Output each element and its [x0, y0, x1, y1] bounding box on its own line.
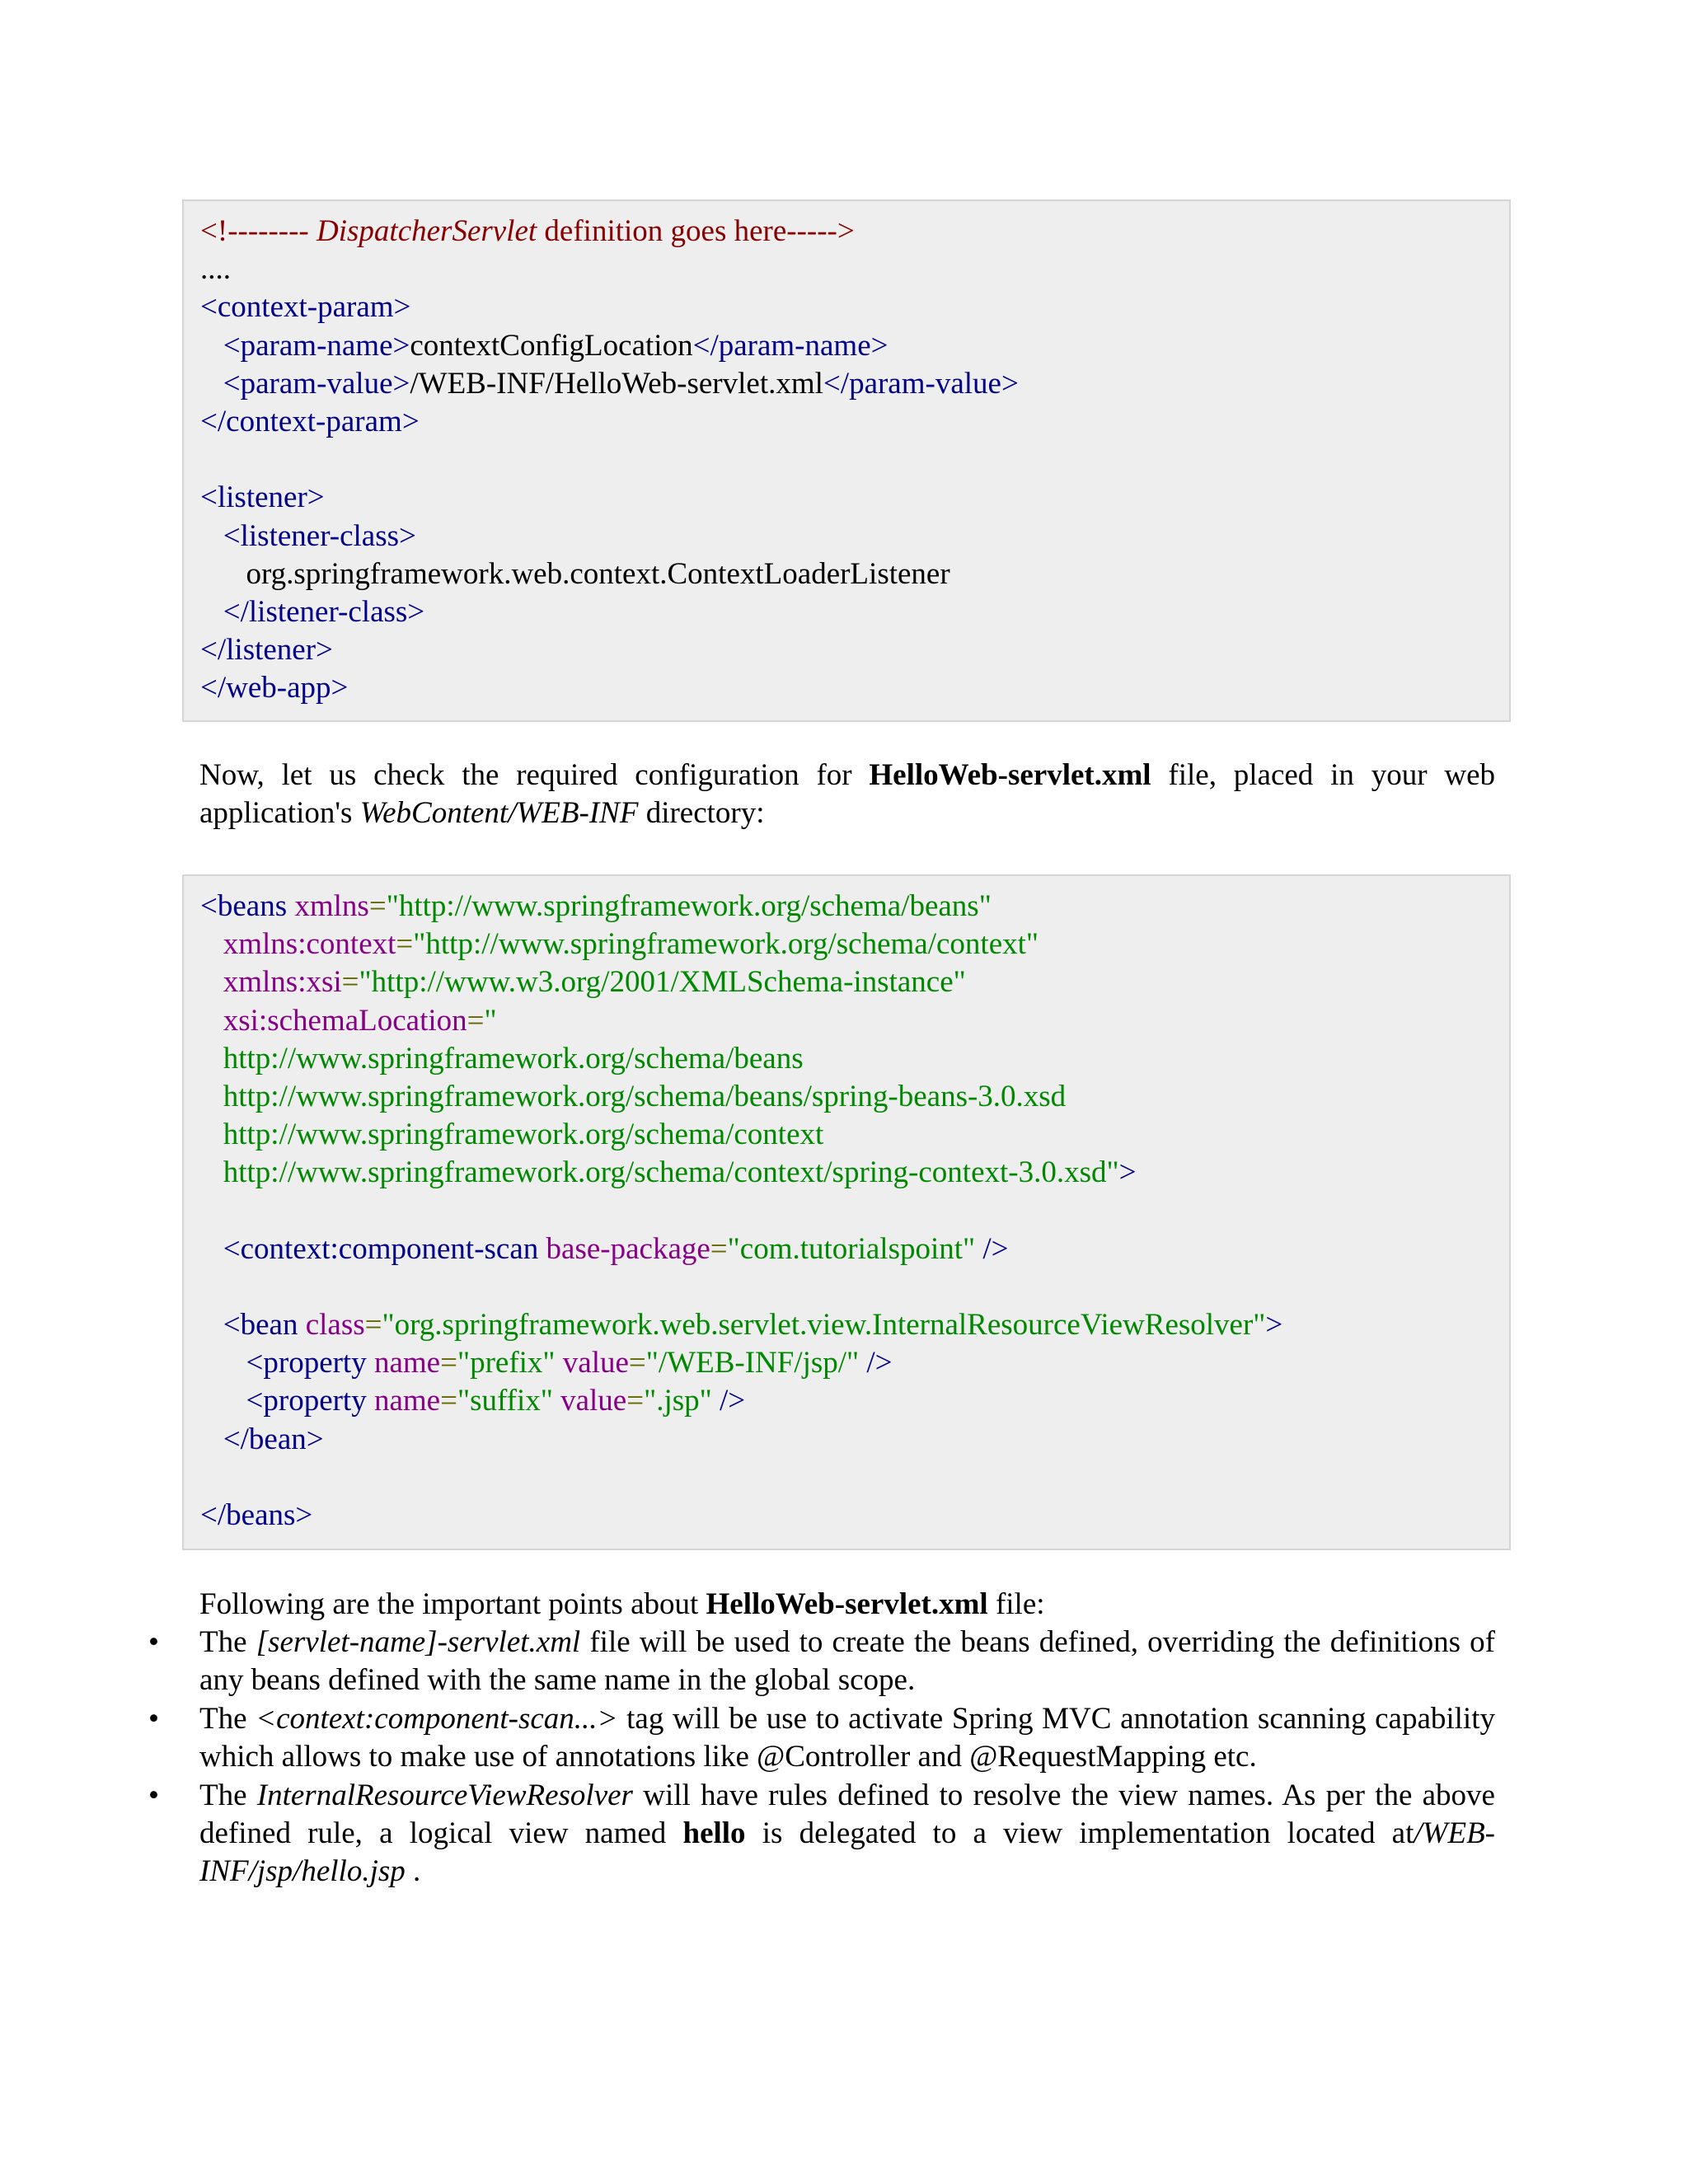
code-token: />: [975, 1231, 1009, 1266]
code-token: value: [555, 1346, 629, 1380]
code-line: [200, 288, 1509, 326]
list-item-text: The: [199, 1701, 256, 1736]
code-token: =: [440, 1384, 457, 1418]
code-token: "http://www.springframework.org/schema/context": [413, 927, 1039, 962]
code-line: [200, 365, 1509, 403]
code-line: [200, 1306, 1509, 1344]
code-token: xmlns:context: [200, 927, 396, 962]
list-item-bold: hello: [682, 1816, 746, 1851]
code-token: xmlns:xsi: [200, 965, 342, 1000]
code-token: xmlns: [294, 889, 369, 923]
code-line: [200, 1040, 1509, 1078]
list-item: [0, 1777, 1495, 1891]
paragraph-text: Following are the important points about: [199, 1587, 706, 1621]
code-token: <param-value>: [200, 366, 410, 401]
code-token: =: [341, 965, 359, 1000]
code-token: <beans: [200, 889, 295, 923]
code-line: [200, 593, 1509, 631]
code-token: =: [396, 927, 414, 962]
code-token: </param-value>: [823, 366, 1019, 401]
code-token: </param-name>: [692, 328, 889, 363]
code-token: >: [1265, 1308, 1283, 1343]
code-token: http://www.springframework.org/schema/beans: [200, 1041, 804, 1076]
code-token: <listener-class>: [200, 518, 416, 553]
bullet-list: [0, 1624, 1688, 1891]
code-line: [200, 888, 1509, 926]
code-line: [200, 669, 1509, 707]
code-token: </listener-class>: [200, 594, 425, 629]
code-line: [200, 479, 1509, 517]
code-token: </context-param>: [200, 404, 420, 438]
code-line: [200, 327, 1509, 365]
code-token: ....: [200, 252, 231, 287]
code-token: "http://www.springframework.org/schema/beans": [386, 889, 992, 923]
filename-bold: HelloWeb-servlet.xml: [869, 758, 1151, 792]
code-line: [200, 555, 1509, 593]
list-item: [0, 1624, 1495, 1700]
code-block-servlet-xml: [182, 874, 1511, 1550]
code-token: <listener>: [200, 480, 325, 515]
code-token: =: [628, 1346, 646, 1380]
code-line: [200, 403, 1509, 441]
code-token: "suffix": [457, 1384, 553, 1418]
code-line: [200, 1116, 1509, 1154]
code-line: [200, 1268, 1509, 1306]
code-line: [200, 1459, 1509, 1497]
bullet-marker: •: [148, 1701, 159, 1736]
code-line: [200, 213, 1509, 251]
code-token: http://www.springframework.org/schema/context/spring-context-3.0.xsd": [200, 1155, 1119, 1190]
code-block-web-xml: [182, 199, 1511, 722]
code-line: [200, 631, 1509, 669]
code-token: org.springframework.web.context.ContextLoaderListener: [200, 556, 950, 591]
paragraph-text: file, placed in your web application's: [199, 758, 1496, 831]
list-item-text: .: [405, 1854, 421, 1889]
list-item: [0, 1700, 1495, 1777]
code-token: base-package: [546, 1231, 710, 1266]
code-token: <property: [200, 1346, 374, 1380]
code-token: <!--------: [200, 214, 317, 248]
code-line: [200, 963, 1509, 1001]
list-item-italic: [servlet-name]-servlet.xml: [256, 1625, 581, 1659]
paragraph-points-heading: [199, 1586, 1495, 1624]
code-token: >: [1118, 1155, 1137, 1190]
code-line: [200, 1382, 1509, 1420]
code-token: "http://www.w3.org/2001/XMLSchema-instance": [359, 965, 966, 1000]
code-token: /WEB-INF/HelloWeb-servlet.xml: [410, 366, 823, 401]
list-item-text: The: [199, 1778, 257, 1812]
list-item-text: tag will be use to activate Spring MVC annotation scanning capability which allows to make use of annotations like @Controller and @RequestMapping etc.: [199, 1701, 1495, 1774]
list-item-text: will have rules defined to resolve the view names. As per the above defined rule, a logical view named: [199, 1778, 1495, 1851]
code-token: contextConfigLocation: [410, 328, 693, 363]
bullet-marker: •: [148, 1778, 159, 1812]
code-line: [200, 1497, 1509, 1535]
code-token: name: [373, 1346, 441, 1380]
code-token: definition goes here----->: [537, 214, 855, 248]
code-line: [200, 1230, 1509, 1268]
code-token: </web-app>: [200, 671, 349, 705]
code-token: =: [440, 1346, 457, 1380]
code-token: </beans>: [200, 1498, 313, 1532]
code-token: =: [626, 1384, 645, 1418]
paragraph-text: Now, let us check the required configuration for: [199, 758, 870, 792]
code-token: />: [711, 1384, 746, 1418]
bullet-marker: •: [148, 1625, 159, 1659]
code-token: "org.springframework.web.servlet.view.InternalResourceViewResolver": [382, 1308, 1266, 1343]
code-token: xsi:schemaLocation: [200, 1003, 467, 1038]
code-line: [200, 1193, 1509, 1230]
code-token: <param-name>: [200, 328, 410, 363]
code-line: [200, 518, 1509, 555]
code-line: [200, 441, 1509, 479]
code-token: =: [364, 1308, 382, 1343]
code-line: [200, 1421, 1509, 1459]
code-token: http://www.springframework.org/schema/context: [200, 1118, 824, 1152]
filename-bold: HelloWeb-servlet.xml: [706, 1587, 988, 1621]
code-token: "/WEB-INF/jsp/": [645, 1346, 860, 1380]
code-line: [200, 1154, 1509, 1192]
list-item-text: The: [199, 1625, 256, 1659]
code-token: DispatcherServlet: [316, 214, 537, 248]
code-token: ": [484, 1003, 497, 1038]
code-token: <context:component-scan: [200, 1231, 546, 1266]
code-line: [200, 251, 1509, 288]
code-token: />: [859, 1346, 893, 1380]
code-token: name: [373, 1384, 441, 1418]
code-token: class: [305, 1308, 365, 1343]
code-token: "com.tutorialspoint": [727, 1231, 976, 1266]
code-token: =: [368, 889, 387, 923]
code-token: value: [552, 1384, 627, 1418]
paragraph-text: file:: [987, 1587, 1045, 1621]
code-line: [200, 926, 1509, 963]
code-token: <context-param>: [200, 290, 411, 325]
code-token: "prefix": [457, 1346, 556, 1380]
code-token: =: [467, 1003, 485, 1038]
code-line: [200, 1078, 1509, 1116]
code-token: =: [710, 1231, 728, 1266]
directory-italic: WebContent/WEB-INF: [359, 796, 639, 831]
code-token: <property: [200, 1384, 374, 1418]
code-line: [200, 1002, 1509, 1040]
code-token: ".jsp": [644, 1384, 712, 1418]
list-item-italic: <context:component-scan...>: [256, 1701, 618, 1736]
list-item-italic: InternalResourceViewResolver: [256, 1778, 633, 1812]
code-token: <bean: [200, 1308, 306, 1343]
code-token: </listener>: [200, 633, 333, 668]
list-item-italic: /WEB-INF/jsp/hello.jsp: [199, 1816, 1495, 1889]
list-item-text: file will be used to create the beans defined, overriding the definitions of any beans defined with the same name in the global scope.: [199, 1625, 1495, 1698]
paragraph-intro: [199, 757, 1495, 833]
code-token: http://www.springframework.org/schema/beans/spring-beans-3.0.xsd: [200, 1079, 1067, 1113]
code-line: [200, 1344, 1509, 1382]
list-item-text: is delegated to a view implementation located at: [745, 1816, 1414, 1851]
paragraph-text: directory:: [638, 796, 765, 831]
code-token: </bean>: [200, 1422, 324, 1456]
